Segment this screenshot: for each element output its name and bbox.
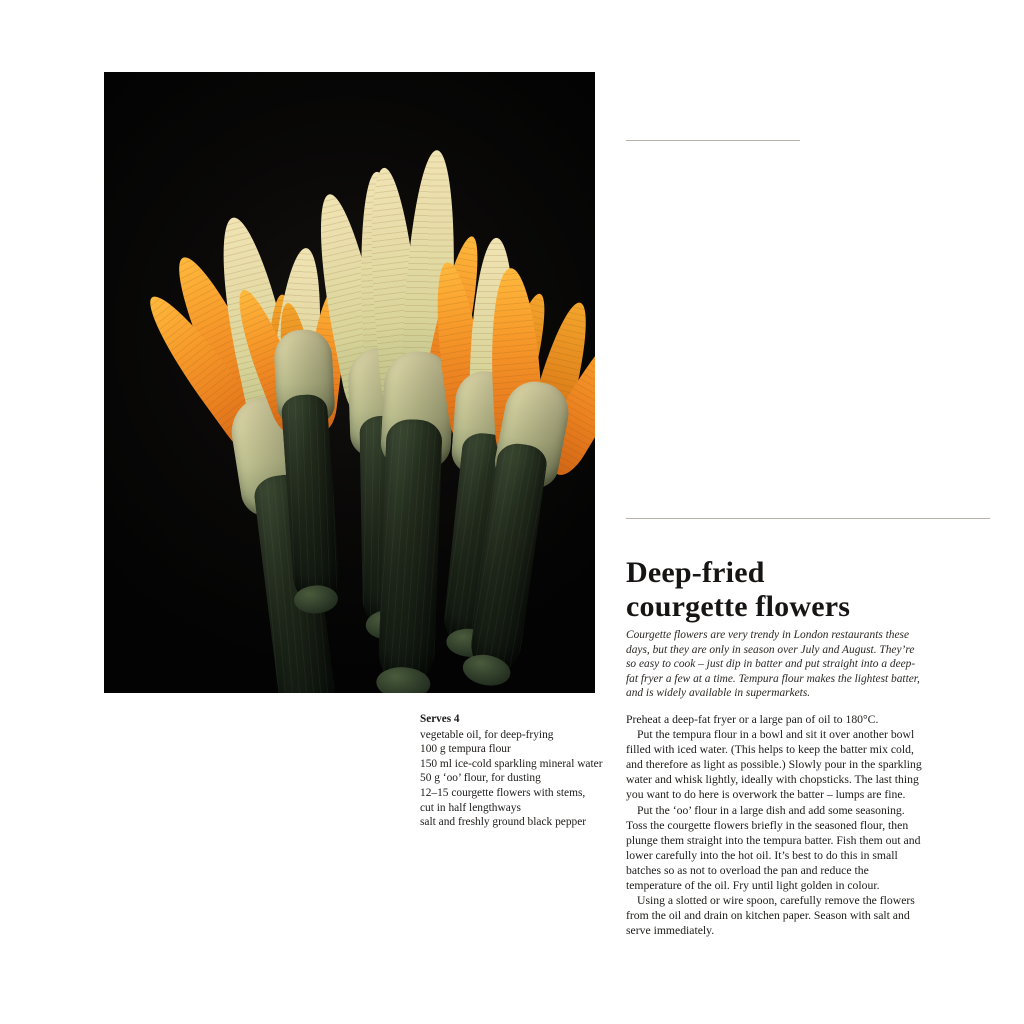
title-rule [626,518,990,519]
ingredients-heading: Serves 4 [420,713,460,725]
method-paragraph: Preheat a deep-fat fryer or a large pan of oil to 180°C. [626,713,879,726]
list-item: 12–15 courgette flowers with stems, [420,786,586,799]
method-paragraph: Using a slotted or wire spoon, carefully remove the flowers from the oil and drain on kitchen paper. Season with salt and serve immediately. [626,894,915,938]
list-item: vegetable oil, for deep-frying [420,728,554,741]
method-paragraph: Put the ‘oo’ flour in a large dish and add some seasoning. Toss the courgette flowers briefly in the seasoned flour, then plunge them straight into the tempura batter. Fish them out and lower carefully into the hot oil. It’s best to do this in small batches so as not to overload the pan and reduce the temperature of the oil. Fry until light golden in colour. [626,803,921,893]
header-rule [626,140,800,141]
recipe-intro: Courgette flowers are very trendy in London restaurants these days, but they are only in season over July and August. They’re so easy to cook – just dip in batter and put straight into a deep-fat fryer a few at a time. Tempura flour makes the lightest batter, and is widely available in supermarkets. [626,629,920,700]
courgette-flowers-photo [104,72,595,693]
list-item: salt and freshly ground black pepper [420,816,587,829]
ingredients-block [420,712,620,830]
page-title-line-2: courgette flowers [626,590,851,624]
courgette-body [377,418,442,688]
ingredients-list [420,728,620,830]
recipe-method [626,712,926,938]
method-paragraph: Put the tempura flour in a bowl and sit it over another bowl filled with iced water. (This helps to keep the batter mix cold, and therefore as light as possible.) Slowly pour in the sparkling water and whisk lightly, ideally with chopsticks. The last thing you want to do here is overwork the batter – lumps are fine. [626,728,922,802]
list-item: 100 g tempura flour [420,743,511,756]
list-item: 50 g ‘oo’ flour, for dusting [420,772,541,785]
list-item: 150 ml ice-cold sparkling mineral water [420,757,603,770]
page-title [626,556,996,624]
page-title-line-1: Deep-fried [626,556,765,590]
list-item: cut in half lengthways [420,801,521,814]
